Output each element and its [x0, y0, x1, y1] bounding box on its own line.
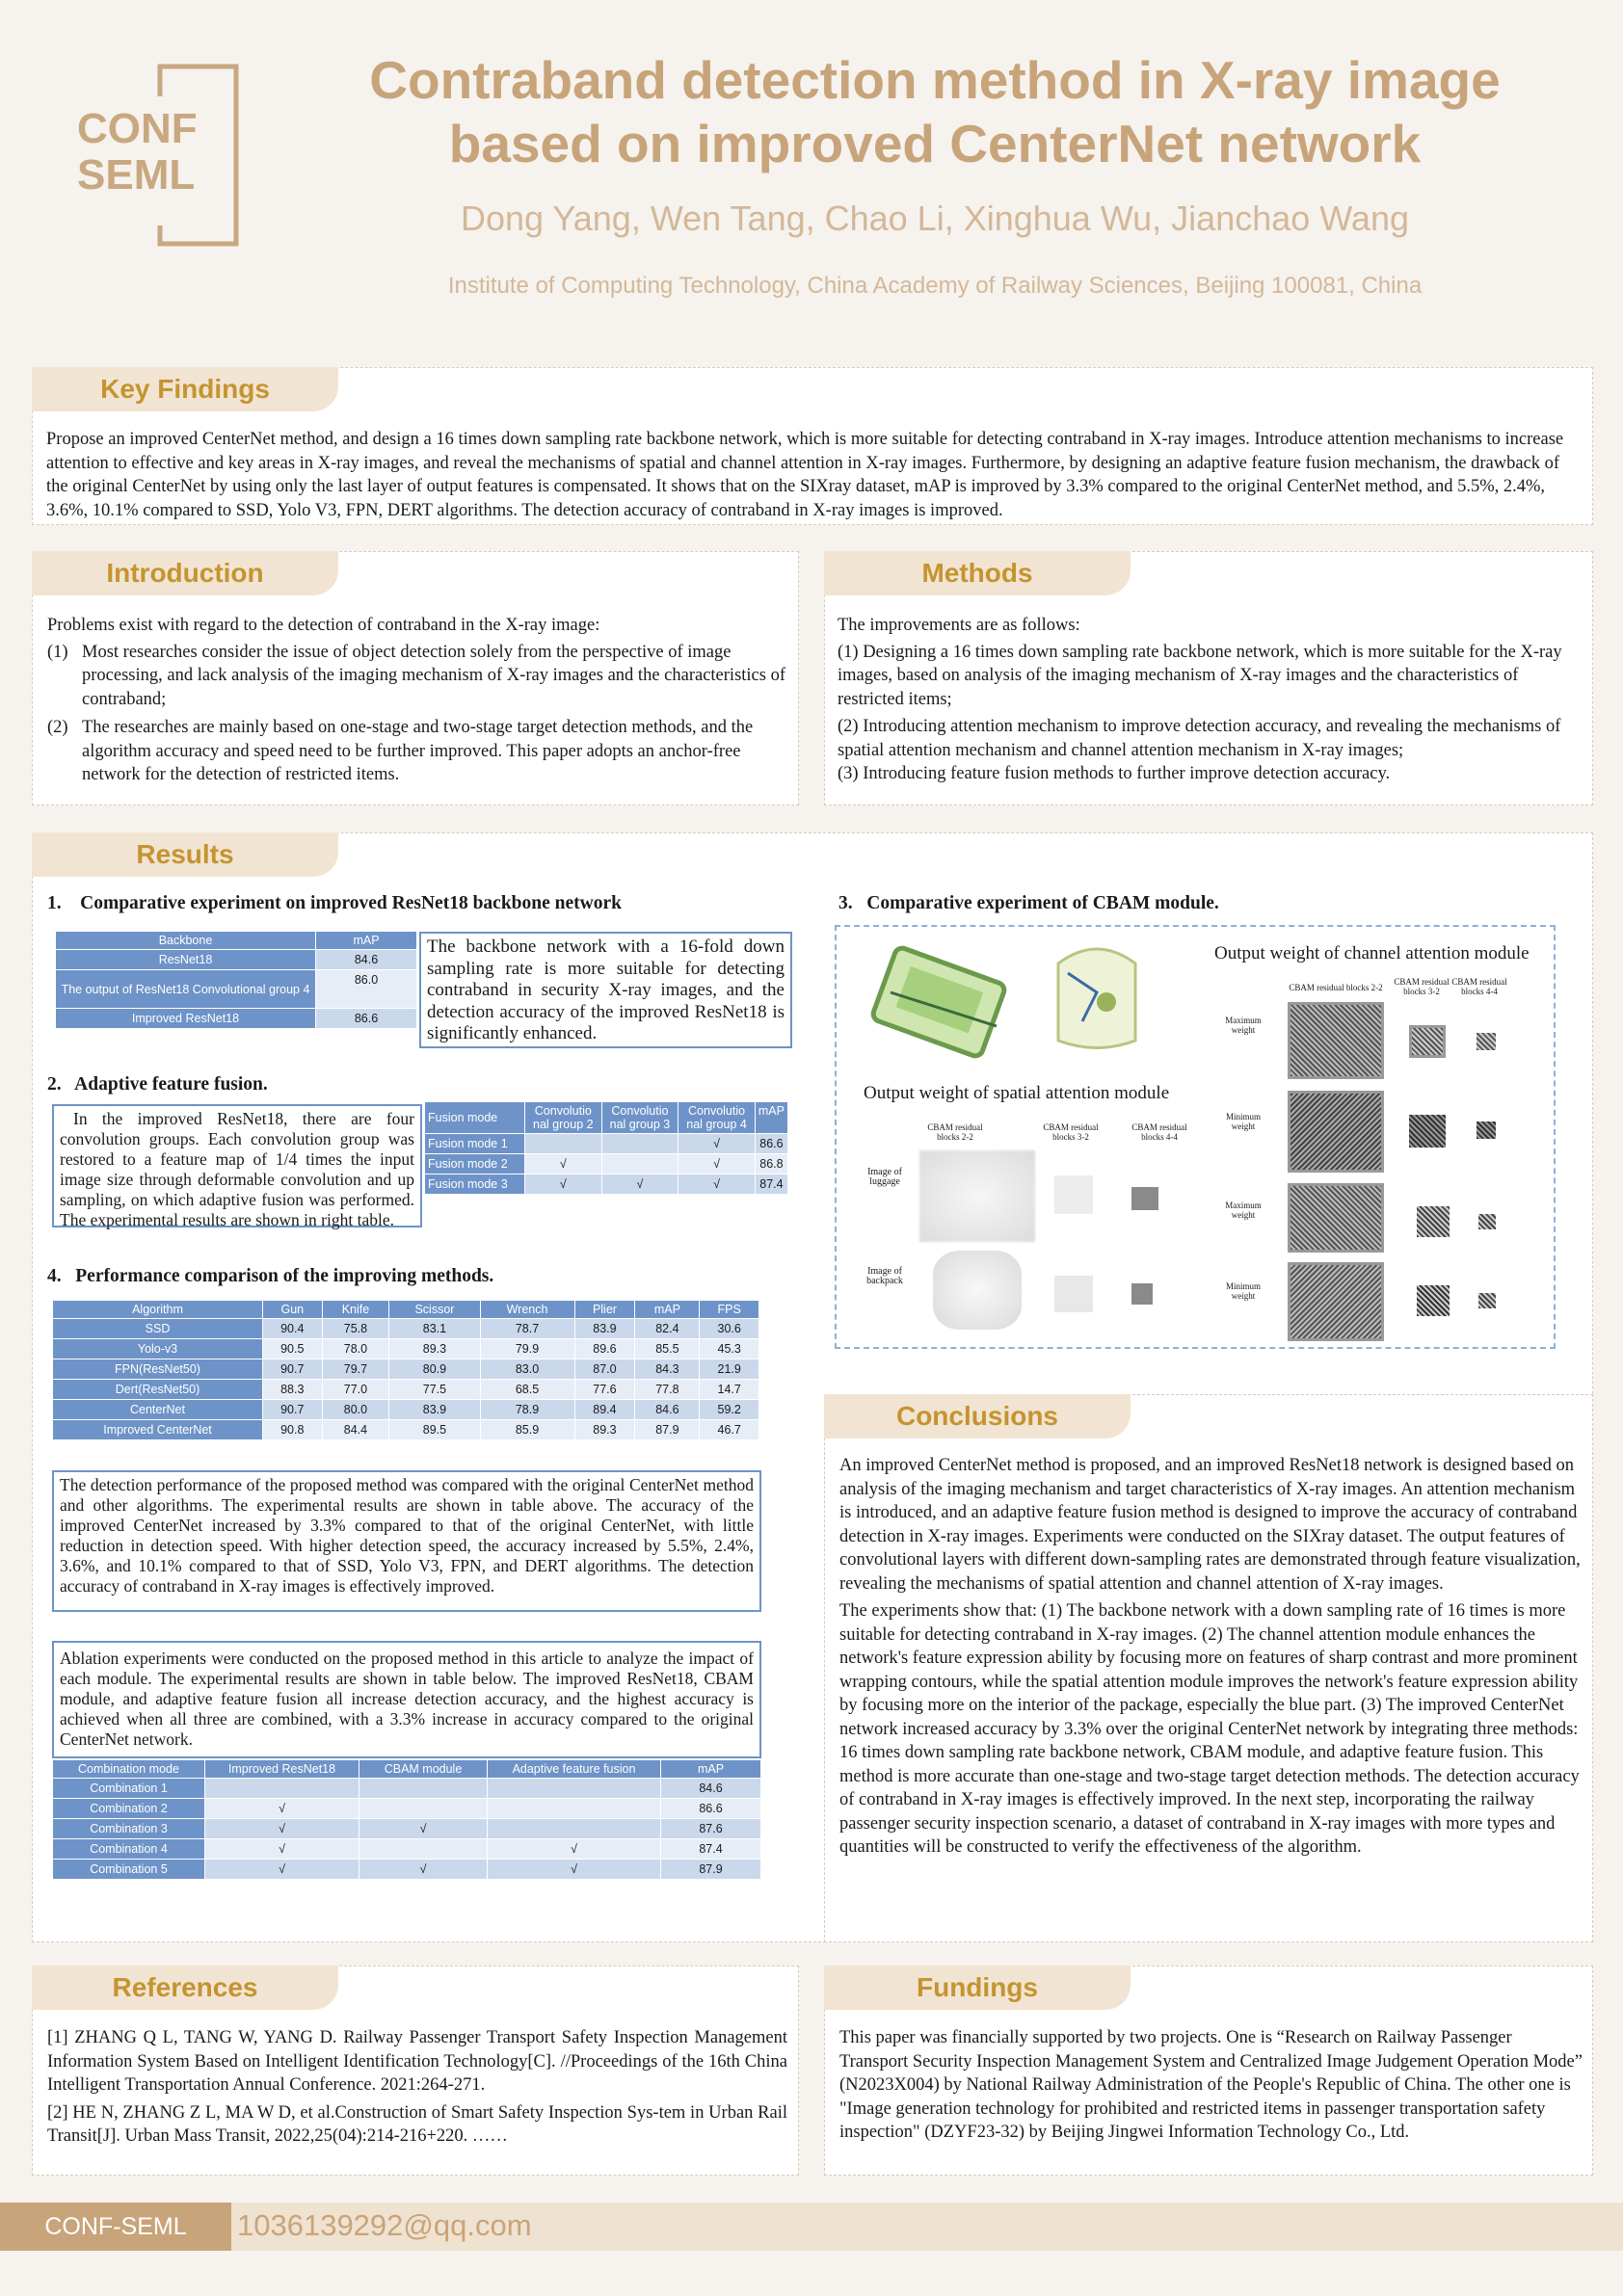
table-row [53, 1779, 761, 1799]
t1-r0-c0: ResNet18 [56, 950, 316, 970]
t3-r4-c3: 83.9 [389, 1400, 480, 1420]
s1-title: 1. Comparative experiment on improved ResNet18 backbone network [47, 893, 622, 913]
t2-h1: Convolutio nal group 2 [525, 1102, 602, 1134]
table-row [53, 1319, 759, 1339]
ch-row3: Maximum weight [1225, 1201, 1262, 1220]
ablation-table [52, 1759, 761, 1880]
t4-h0: Combination mode [53, 1760, 205, 1779]
t1-r0-c1: 84.6 [316, 950, 417, 970]
t2-r2-c2: √ [601, 1174, 678, 1195]
xray-backpack-image [1039, 935, 1155, 1060]
table-row [53, 1380, 759, 1400]
t3-h4: Wrench [480, 1301, 574, 1319]
t2-r0-c1 [525, 1134, 602, 1154]
t3-h5: Plier [574, 1301, 635, 1319]
ch-row2: Minimum weight [1225, 1112, 1261, 1131]
sp-map-1-1 [919, 1150, 1035, 1242]
s4-text: The detection performance of the proposed method was compared with the original CenterNet method and other algorithms. The experimental results are shown in table above. The accuracy of the improved CenterNet increased by 3.3% compared to that of the original CenterNet, with little reduction in detection speed. With higher detection speed, the accuracy increased by 5.5%, 2.4%, 3.6%, and 10.1% compared to that of SSD, Yolo V3, FPN, and DERT algorithms. The detection accuracy of contraband in X-ray images is effectively improved. [52, 1470, 761, 1612]
t4-r0-c2 [359, 1779, 488, 1799]
page-title [289, 48, 1581, 175]
t2-r0-c2 [601, 1134, 678, 1154]
ch-row1: Maximum weight [1225, 1016, 1262, 1035]
table-row [56, 950, 417, 970]
t2-h4: mAP [755, 1102, 787, 1134]
table-row [56, 970, 417, 1009]
t3-r2-c4: 83.0 [480, 1359, 574, 1380]
t3-r3-c6: 77.8 [635, 1380, 700, 1400]
t3-r5-c0: Improved CenterNet [53, 1420, 263, 1440]
table-row [53, 1860, 761, 1880]
title-line2: based on improved CenterNet network [448, 114, 1422, 173]
t3-r1-c1: 90.5 [263, 1339, 323, 1359]
t1-h0: Backbone [56, 932, 316, 950]
t4-r0-c3 [488, 1779, 661, 1799]
t4-r2-c2: √ [359, 1819, 488, 1839]
t2-r2-c4: 87.4 [755, 1174, 787, 1195]
ch-map-2-3 [1477, 1122, 1496, 1139]
t3-r3-c5: 77.6 [574, 1380, 635, 1400]
ablation-text: Ablation experiments were conducted on the proposed method in this article to analyze the impact of each module. The experimental results are shown in table below. The improved ResNet18, CBAM module, and adaptive feature fusion all increase detection accuracy, and the highest accuracy is achieved when all three are combined, with a 3.3% increase in accuracy compared to the original CenterNet network. [52, 1641, 761, 1758]
intro-item-1-num: (1) [47, 642, 68, 662]
table-row [53, 1400, 759, 1420]
t2-r1-c2 [601, 1154, 678, 1174]
logo [77, 62, 246, 249]
title-line1: Contraband detection method in X-ray image [369, 50, 1501, 110]
table-row [56, 1009, 417, 1029]
ch-map-2-2 [1409, 1115, 1446, 1148]
intro-item-2-text: The researches are mainly based on one-stage and two-stage target detection methods, and the algorithm accuracy and speed need to be further improved. This paper adopts an anchor-free network for the detection of restricted items. [82, 718, 754, 784]
s4-title: 4. Performance comparison of the improving methods. [47, 1266, 494, 1286]
intro-item-2 [47, 716, 789, 787]
results-label: Results [32, 832, 338, 877]
t3-r2-c3: 80.9 [389, 1359, 480, 1380]
table-row [425, 1174, 788, 1195]
t3-r5-c4: 85.9 [480, 1420, 574, 1440]
ch-map-1-3 [1477, 1033, 1496, 1050]
introduction-label: Introduction [32, 551, 338, 595]
reference-2: [2] HE N, ZHANG Z L, MA W D, et al.Construction of Smart Safety Inspection Sys-tem in Urban Rail Transit[J]. Urban Mass Transit, 2022,25(04):214-216+220. …… [47, 2102, 787, 2146]
s3-title: 3. Comparative experiment of CBAM module. [838, 893, 1219, 913]
t3-r4-c6: 84.6 [635, 1400, 700, 1420]
t2-h3: Convolutio nal group 4 [678, 1102, 756, 1134]
methods-body [838, 614, 1584, 786]
key-findings-text: Propose an improved CenterNet method, and design a 16 times down sampling rate backbone network, which is more suitable for detecting contraband in X-ray images. Introduce attention mechanisms to increase attention to effective and key areas in X-ray images, and reveal the mechanisms of spatial and channel attention in X-ray images. Furthermore, by designing an adaptive feature fusion mechanism, the drawback of the original CenterNet by using only the last layer of output features is compensated. It shows that on the SIXray dataset, mAP is improved by 3.3% compared to the original CenterNet method, and 5.5%, 2.4%, 3.6%, 10.1% compared to SSD, Yolo V3, FPN, DERT algorithms. The detection accuracy of contraband in X-ray images is improved. [46, 430, 1564, 520]
t3-r5-c7: 46.7 [700, 1420, 759, 1440]
t1-h1: mAP [316, 932, 417, 950]
t3-r2-c5: 87.0 [574, 1359, 635, 1380]
t2-r2-c3: √ [678, 1174, 756, 1195]
table-row [425, 1154, 788, 1174]
footer-brand: CONF-SEML [0, 2203, 231, 2251]
t2-h0: Fusion mode [425, 1102, 525, 1134]
t3-r1-c3: 89.3 [389, 1339, 480, 1359]
t4-r1-c2 [359, 1799, 488, 1819]
t3-r1-c4: 79.9 [480, 1339, 574, 1359]
table-row [53, 1339, 759, 1359]
introduction-body [47, 614, 789, 787]
t1-r2-c1: 86.6 [316, 1009, 417, 1029]
authors: Dong Yang, Wen Tang, Chao Li, Xinghua Wu, Jianchao Wang [461, 198, 1409, 238]
t4-r4-c3: √ [488, 1860, 661, 1880]
affiliation: Institute of Computing Technology, China Academy of Railway Sciences, Beijing 100081, China [447, 273, 1423, 299]
ch-row4: Minimum weight [1225, 1281, 1261, 1301]
t2-r2-c1: √ [525, 1174, 602, 1195]
t4-r2-c4: 87.6 [661, 1819, 761, 1839]
t1-r1-c1: 86.0 [316, 970, 417, 1009]
t3-r0-c6: 82.4 [635, 1319, 700, 1339]
fundings-label: Fundings [824, 1966, 1131, 2010]
t3-r5-c1: 90.8 [263, 1420, 323, 1440]
ch-map-3-2 [1417, 1206, 1450, 1237]
intro-lead: Problems exist with regard to the detection of contraband in the X-ray image: [47, 616, 600, 635]
t3-h6: mAP [635, 1301, 700, 1319]
sp-map-1-2 [1054, 1175, 1093, 1214]
logo-line1: CONF [77, 105, 198, 152]
t3-r2-c1: 90.7 [263, 1359, 323, 1380]
s2-title: 2. Adaptive feature fusion. [47, 1074, 268, 1095]
t4-r3-c2 [359, 1839, 488, 1860]
t4-r3-c4: 87.4 [661, 1839, 761, 1860]
t4-r2-c1: √ [205, 1819, 359, 1839]
spatial-title: Output weight of spatial attention module [864, 1083, 1170, 1103]
t3-r4-c5: 89.4 [574, 1400, 635, 1420]
t3-r2-c0: FPN(ResNet50) [53, 1359, 263, 1380]
t4-h1: Improved ResNet18 [205, 1760, 359, 1779]
xray-luggage-image [862, 935, 1025, 1060]
t2-r0-c0: Fusion mode 1 [425, 1134, 525, 1154]
t3-h3: Scissor [389, 1301, 480, 1319]
t3-r0-c2: 75.8 [322, 1319, 389, 1339]
t4-h2: CBAM module [359, 1760, 488, 1779]
sp-row1: Image of luggage [867, 1167, 902, 1187]
sp-map-2-1 [933, 1251, 1022, 1330]
t3-r3-c0: Dert(ResNet50) [53, 1380, 263, 1400]
t4-r0-c0: Combination 1 [53, 1779, 205, 1799]
t2-r1-c4: 86.8 [755, 1154, 787, 1174]
conclusions-body [839, 1454, 1583, 1860]
methods-label: Methods [824, 551, 1131, 595]
sp-map-1-3 [1131, 1187, 1158, 1210]
ch-col1: CBAM residual blocks 2-2 [1289, 983, 1383, 992]
backbone-table [55, 931, 417, 1029]
methods-p3: (3) Introducing feature fusion methods to further improve detection accuracy. [838, 764, 1391, 783]
footer-email[interactable]: 1036139292@qq.com [237, 2208, 532, 2242]
t3-r0-c0: SSD [53, 1319, 263, 1339]
t4-r4-c4: 87.9 [661, 1860, 761, 1880]
t3-r0-c7: 30.6 [700, 1319, 759, 1339]
t3-r1-c5: 89.6 [574, 1339, 635, 1359]
intro-item-2-num: (2) [47, 718, 68, 737]
ch-map-4-1 [1288, 1262, 1384, 1341]
t3-r3-c2: 77.0 [322, 1380, 389, 1400]
t3-r5-c3: 89.5 [389, 1420, 480, 1440]
t3-r5-c6: 87.9 [635, 1420, 700, 1440]
reference-1: [1] ZHANG Q L, TANG W, YANG D. Railway Passenger Transport Safety Inspection Management Information System Based on Intelligent Identification Technology[C]. //Proceedings of the 16th China Intelligent Transportation Annual Conference. 2021:264-271. [47, 2028, 787, 2095]
ch-map-1-2 [1409, 1025, 1446, 1058]
t2-r2-c0: Fusion mode 3 [425, 1174, 525, 1195]
t2-r1-c0: Fusion mode 2 [425, 1154, 525, 1174]
t3-h7: FPS [700, 1301, 759, 1319]
t3-r2-c7: 21.9 [700, 1359, 759, 1380]
sp-col2: CBAM residual blocks 3-2 [1043, 1122, 1099, 1142]
t2-r1-c1: √ [525, 1154, 602, 1174]
t3-r1-c0: Yolo-v3 [53, 1339, 263, 1359]
ch-col3: CBAM residual blocks 4-4 [1451, 977, 1507, 996]
t3-r1-c7: 45.3 [700, 1339, 759, 1359]
ch-map-2-1 [1288, 1091, 1384, 1173]
t4-r0-c1 [205, 1779, 359, 1799]
t2-r1-c3: √ [678, 1154, 756, 1174]
t1-r1-c0: The output of ResNet18 Convolutional group 4 [56, 970, 316, 1009]
s2-text: In the improved ResNet18, there are four convolution groups. Each convolution group was restored to a feature map of 1/4 times the input image size through deformable convolution and up sampling, on which adaptive fusion was performed. The experimental results are shown in right table. [52, 1104, 422, 1227]
t3-r3-c4: 68.5 [480, 1380, 574, 1400]
methods-p1: (1) Designing a 16 times down sampling rate backbone network, which is more suitable for the X-ray images, based on analysis of the imaging mechanism of X-ray images and the characteristics of restricted items; [838, 642, 1562, 709]
table-row [53, 1819, 761, 1839]
table-row [53, 1799, 761, 1819]
t4-r4-c2: √ [359, 1860, 488, 1880]
conclusions-p1: An improved CenterNet method is proposed, and an improved ResNet18 network is designed based on analysis of the imaging mechanism and target characteristics of X-ray images. An attention mechanism is introduced, and an adaptive feature fusion method is designed to improve the accuracy of contraband detection in X-ray images. Experiments were conducted on the SIXray dataset. The output features of convolutional layers with different down-sampling rates are demonstrated through feature visualization, revealing the mechanisms of spatial attention and channel attention of X-ray images. [839, 1456, 1581, 1594]
t3-r1-c2: 78.0 [322, 1339, 389, 1359]
ch-map-4-3 [1478, 1293, 1496, 1308]
t3-r1-c6: 85.5 [635, 1339, 700, 1359]
intro-item-1-text: Most researches consider the issue of object detection solely from the perspective of image processing, and lack analysis of the imaging mechanism of X-ray images and the characteristics of contraband; [82, 642, 785, 709]
t3-r2-c2: 79.7 [322, 1359, 389, 1380]
t3-r3-c1: 88.3 [263, 1380, 323, 1400]
t3-r4-c2: 80.0 [322, 1400, 389, 1420]
cbam-figure [835, 925, 1556, 1349]
t3-h2: Knife [322, 1301, 389, 1319]
t3-r5-c2: 84.4 [322, 1420, 389, 1440]
sp-col1: CBAM residual blocks 2-2 [927, 1122, 983, 1142]
ch-map-3-1 [1288, 1183, 1384, 1253]
t4-r1-c0: Combination 2 [53, 1799, 205, 1819]
sp-row2: Image of backpack [866, 1266, 903, 1286]
ch-map-4-2 [1417, 1285, 1450, 1316]
t3-r4-c0: CenterNet [53, 1400, 263, 1420]
t3-r0-c1: 90.4 [263, 1319, 323, 1339]
ch-col2: CBAM residual blocks 3-2 [1394, 977, 1450, 996]
sp-map-2-3 [1131, 1283, 1153, 1305]
logo-line2: SEML [77, 151, 196, 198]
t4-r4-c1: √ [205, 1860, 359, 1880]
table-row [53, 1839, 761, 1860]
table-row [425, 1134, 788, 1154]
methods-lead: The improvements are as follows: [838, 616, 1080, 635]
t4-r1-c3 [488, 1799, 661, 1819]
t4-r0-c4: 84.6 [661, 1779, 761, 1799]
t4-r4-c0: Combination 5 [53, 1860, 205, 1880]
conclusions-p2: The experiments show that: (1) The backbone network with a down sampling rate of 16 times is more suitable for detecting contraband in X-ray images. (2) The channel attention module enhances the network's feature expression ability by focusing more on features of sharp contrast and more prominent wrapping contours, while the spatial attention module improves the network's feature expression ability by focusing more on the interior of the package, especially the blue part. (3) The improved CenterNet network increased accuracy by 3.3% over the original CenterNet network by integrating three methods: 16 times down sampling rate backbone network, CBAM module, and adaptive feature fusion. This method is more accurate than one-stage and two-stage target detection methods. The detection accuracy of contraband in X-ray images is effectively improved. In the next step, incorporating the railway passenger security inspection scenario, a dataset of contraband in X-ray images with more types and quantities will be constructed to verify the effectiveness of the algorithm. [839, 1601, 1580, 1857]
t3-h0: Algorithm [53, 1301, 263, 1319]
sp-col3: CBAM residual blocks 4-4 [1131, 1122, 1187, 1142]
t4-r3-c0: Combination 4 [53, 1839, 205, 1860]
t3-r3-c3: 77.5 [389, 1380, 480, 1400]
channel-title: Output weight of channel attention module [1214, 943, 1530, 963]
t3-h1: Gun [263, 1301, 323, 1319]
t3-r0-c5: 83.9 [574, 1319, 635, 1339]
t4-h3: Adaptive feature fusion [488, 1760, 661, 1779]
fundings-text: This paper was financially supported by two projects. One is “Research on Railway Passenger Transport Security Inspection Management System and Centralized Image Judgement Operation Mode” (N2023X004) by National Railway Administration of the People's Republic of China. The other one is "Image generation technology for prohibited and restricted items in passenger transportation safety inspection" (DZYF23-32) by Beijing Jingwei Information Technology Co., Ltd. [839, 2028, 1583, 2142]
t3-r2-c6: 84.3 [635, 1359, 700, 1380]
t3-r4-c1: 90.7 [263, 1400, 323, 1420]
ch-map-3-3 [1478, 1214, 1496, 1229]
t2-r0-c4: 86.6 [755, 1134, 787, 1154]
sp-map-2-2 [1054, 1276, 1093, 1312]
t4-r1-c4: 86.6 [661, 1799, 761, 1819]
references-label: References [32, 1966, 338, 2010]
t2-r0-c3: √ [678, 1134, 756, 1154]
performance-table [52, 1300, 759, 1440]
t1-r2-c0: Improved ResNet18 [56, 1009, 316, 1029]
t3-r3-c7: 14.7 [700, 1380, 759, 1400]
t3-r0-c3: 83.1 [389, 1319, 480, 1339]
t2-h2: Convolutio nal group 3 [601, 1102, 678, 1134]
methods-p2: (2) Introducing attention mechanism to improve detection accuracy, and revealing the mechanisms of spatial attention mechanism and channel attention mechanism in X-ray images; [838, 717, 1561, 760]
t4-h4: mAP [661, 1760, 761, 1779]
ch-map-1-1 [1288, 1002, 1384, 1079]
t3-r4-c7: 59.2 [700, 1400, 759, 1420]
references-body [47, 2026, 787, 2149]
t4-r3-c3: √ [488, 1839, 661, 1860]
t4-r2-c0: Combination 3 [53, 1819, 205, 1839]
t4-r1-c1: √ [205, 1799, 359, 1819]
intro-item-1 [47, 641, 789, 712]
table-row [53, 1420, 759, 1440]
t4-r3-c1: √ [205, 1839, 359, 1860]
t3-r5-c5: 89.3 [574, 1420, 635, 1440]
t3-r0-c4: 78.7 [480, 1319, 574, 1339]
t3-r4-c4: 78.9 [480, 1400, 574, 1420]
t4-r2-c3 [488, 1819, 661, 1839]
conclusions-label: Conclusions [824, 1394, 1131, 1438]
s1-text: The backbone network with a 16-fold down sampling rate is more suitable for detecting contraband in security X-ray images, and the detection accuracy of the improved ResNet18 is significantly enhanced. [419, 932, 792, 1048]
table-row [53, 1359, 759, 1380]
key-findings-label: Key Findings [32, 367, 338, 411]
fusion-table [424, 1101, 788, 1195]
